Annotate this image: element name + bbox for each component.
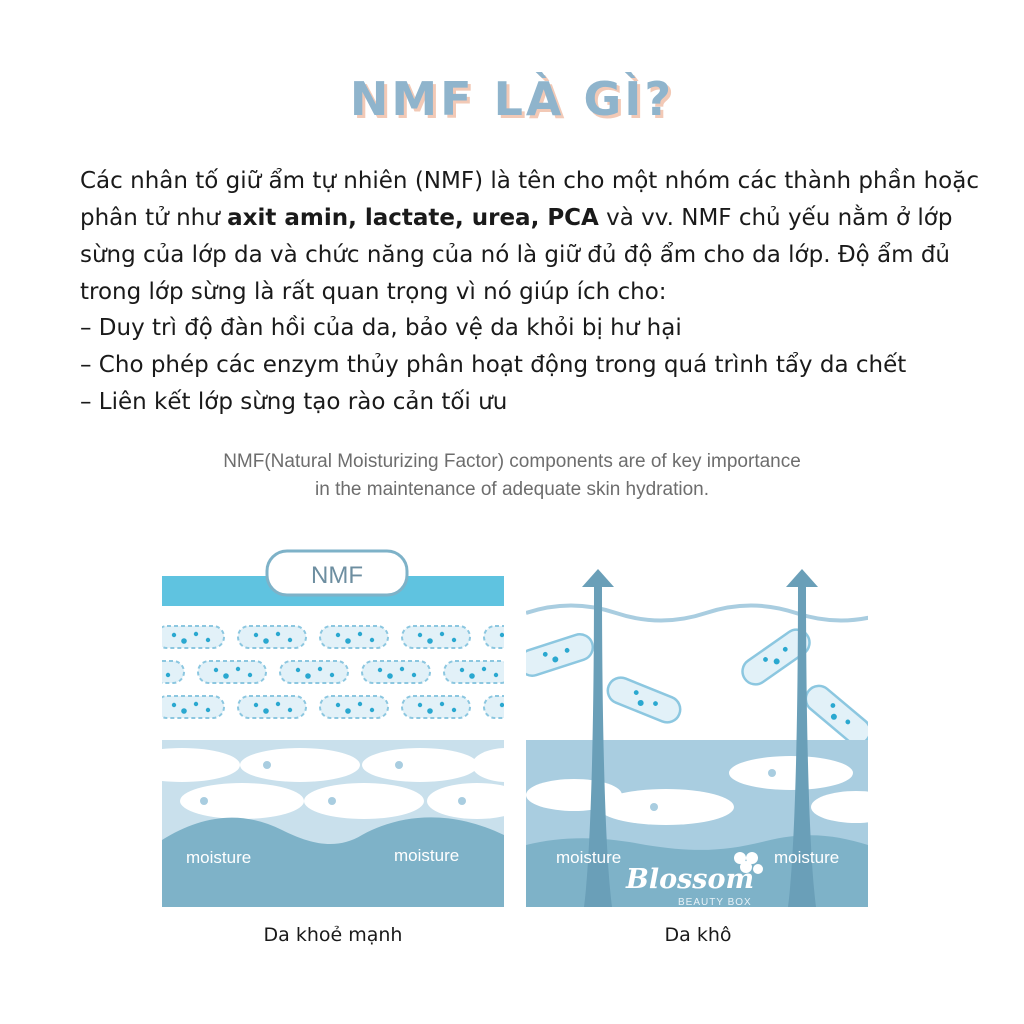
watermark-sub: BEAUTY BOX [678,897,752,907]
dry-skin-diagram [526,545,868,907]
healthy-skin-diagram [162,545,504,907]
watermark-brand: Blossom [626,864,755,895]
intro-text-end: và vv. NMF chủ yếu nằm ở lớp sừng của lớp da và chức năng của nó là giữ đủ độ ẩm cho da lớp. Độ ẩm đủ trong lớp sừng là rất quan trọng vì nó giúp ích cho: [80,205,953,305]
intro-paragraph [80,163,980,311]
corneocyte-rows [162,626,504,718]
intro-text-start: Các nhân tố giữ ẩm tự nhiên (NMF) là tên cho một nhóm các thành phần hoặc phân tử như [80,168,979,231]
caption-line: NMF(Natural Moisturizing Factor) components are of key importance [223,451,801,472]
intro-bold-ingredients: axit amin, lactate, urea, PCA [227,205,599,231]
nmf-badge: NMF [311,562,363,589]
benefit-list [80,310,906,421]
moisture-label: moisture [186,848,252,867]
dry-skin-label: Da khô [664,924,732,946]
arrow-head-icon [582,569,614,587]
page-title: NMF LÀ GÌ? [349,72,675,126]
caption-line: in the maintenance of adequate skin hydration. [315,479,709,500]
detached-corneocytes [526,625,868,750]
benefit-item: – Liên kết lớp sừng tạo rào cản tối ưu [80,389,508,415]
diagram-caption [0,448,1024,504]
moisture-label: moisture [394,846,460,865]
benefit-item: – Duy trì độ đàn hồi của da, bảo vệ da khỏi bị hư hại [80,315,682,341]
arrow-head-icon [786,569,818,587]
moisture-label: moisture [774,848,840,867]
surface-wave [526,606,868,621]
healthy-skin-label: Da khoẻ mạnh [263,924,403,946]
moisture-label: moisture [556,848,622,867]
benefit-item: – Cho phép các enzym thủy phân hoạt động trong quá trình tẩy da chết [80,352,907,378]
